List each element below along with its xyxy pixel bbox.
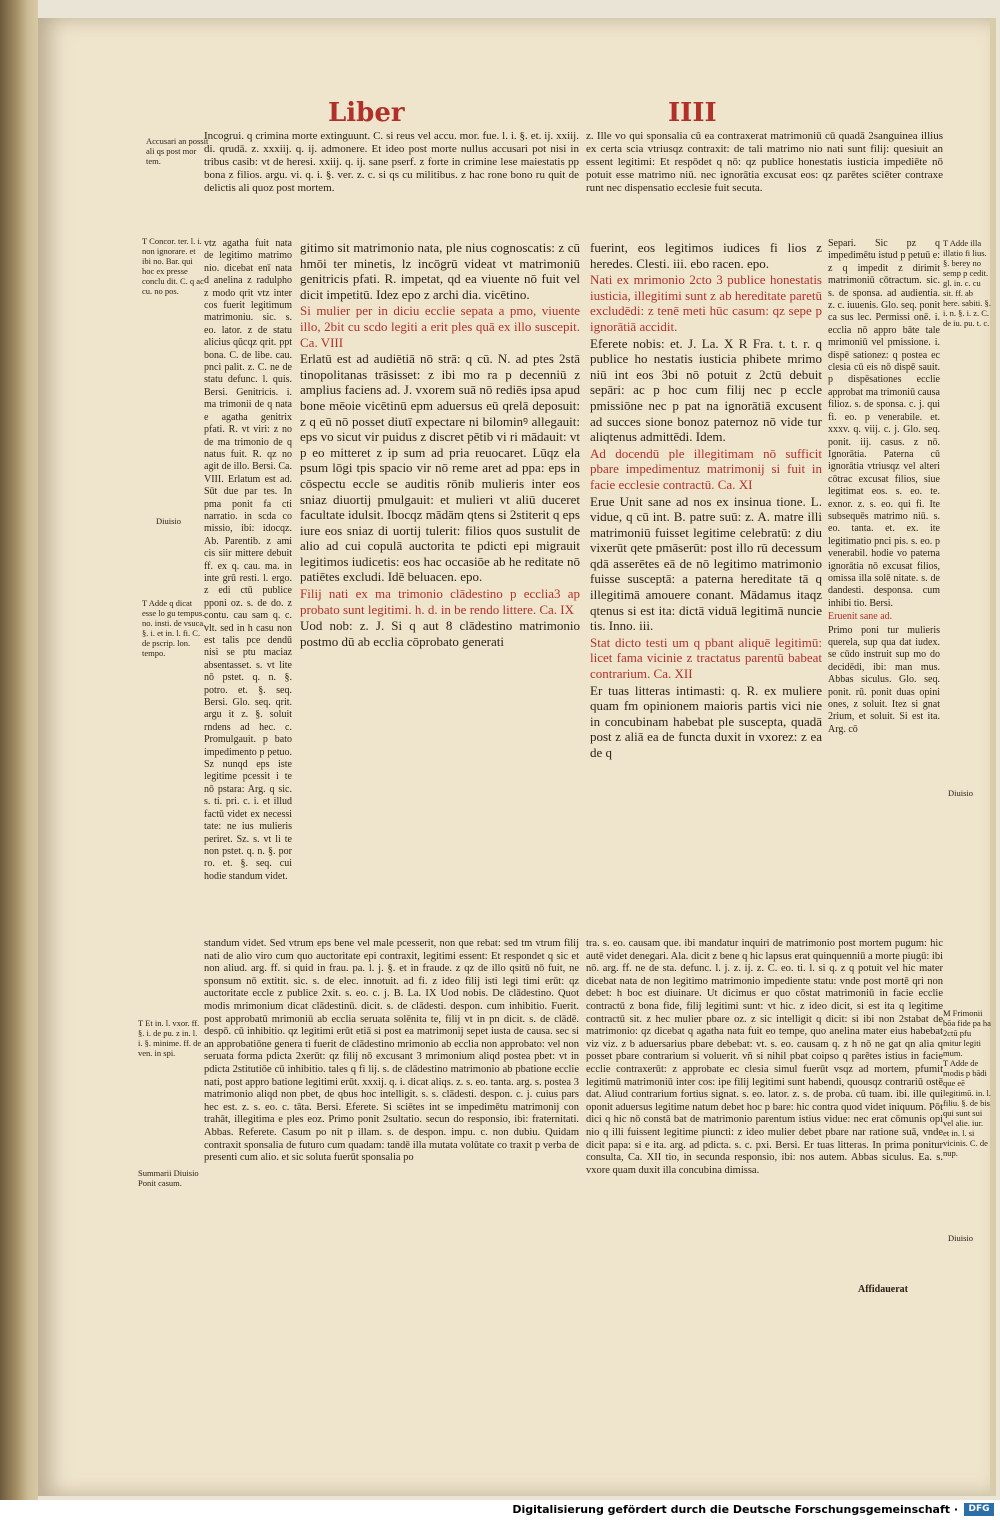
margin-note: T Et in. l. vxor. ff. §. i. de pu. z in. l. i. §. minime. ff. de ven. in spi. bbox=[138, 1018, 202, 1058]
margin-note: T Adde illa illatio fi lius. §. berey no semp p cedit. gl. in. c. cu sit. ff. ab here. sabiti. §. i. n. §. i. z. C. de iu. pu. t. c. bbox=[943, 238, 991, 328]
margin-note: T Concor. ter. l. i. non ignorare. et ibi no. Bar. qui hoc ex presse conclu dit. C. q ac cu. no pos. bbox=[142, 236, 204, 296]
dfg-logo-icon: DFG bbox=[964, 1503, 994, 1516]
catchword: Affidauerat bbox=[858, 1284, 908, 1295]
book-page bbox=[38, 18, 996, 1496]
margin-note: T Adde de modis p bādi que eē legitimū. in. l. filiu. §. de bis qui sunt sui vel alie. iur. et in. l. si vicinis. C. de nup. bbox=[943, 1058, 991, 1158]
footer-bar bbox=[0, 1500, 1000, 1520]
book-binding bbox=[0, 0, 38, 1500]
margin-note: Diuisio bbox=[156, 516, 182, 526]
gloss-bottom-right: tra. s. eo. causam que. ibi mandatur inquiri de matrimonio post mortem pugum: hic autē videt denegari. Ala. dicit z bene q hic lapsus erat quinquenniū a morte piugū: ibi nō. arg. ff. ne de sta. defunc. l. j. z. ij. z. C. eo. ti. l. si q. z q potuit vel hic mater dicebat nata de non legitimo matrimonio impediente statu: vnde post mortē qri non debet: h boc est diuinare. Ut dicimus er quo cōstat matrimoniū in facie ecclie contractū z bona fide, filij legitimi sunt: vt hic. z ideo dicit, si est ita q legitime contractū sit. z hec mulier pbare oz. z sic intelligit q dicit: si ibi non 2stabat de matrimonio: qz dicebat q agatha nata fuit eo tempe, quo anelina mater eius habebat viz viz. z b aduersarius pbare debebat: vt. s. eo. causam q. z h nō ne gat qn alia q posset pbare contrarium si voluerit. vñ si nihil pbat coipso q parētes istius in facie ecclie contraxerūt: z approbate ec clesia simul fuerūt vsqz ad mortem, pfumit legitimū matrimoniū inter cos: ipe filij legitimi sunt habendi, quousqz contrariū ostē dat. Aliud contrarium fortius signat. s. eo. lator. z. s. de proba. cū tuam. ibi. ille qui oponit aduersus legitime natum debet hoc p bare: hic contra quod videt iniquum. Pōt dici q hic nō constā bat de matrimonio parentum istius vidue: nec erat cōmunis opi nio q illi fuissent legitime piuncti: z ideo mulier debet pbare nar ratione suā, vnde dicit papa: si e ita. arg. ad pdicta. s. c. pxi. Bersi. Er tuas litteras. In prima ponitur consulta, Ca. XII tio, in secunda responsio, ibi: nos autem. Abbas siculus. Ea. s. vxore quam duxit illa concubina dimissa. bbox=[586, 938, 943, 1176]
margin-note: M Frimonii bōa fide pa ha 2ctū pfu mitur legiti mum. bbox=[943, 1008, 991, 1058]
margin-note: T Adde q dicat esse lo gu tempus. no. insti. de vsuca. §. i. et in. l. fi. C. de pscrip. lon. tempo. bbox=[142, 598, 206, 658]
margin-note: Summarii Diuisio Ponit casum. bbox=[138, 1168, 199, 1188]
gloss-top-left: Incogrui. q crimina morte extinguunt. C. si reus vel accu. mor. fue. l. i. §. et. ij. xxiij. di. qrudā. z. xxxiij. q. ij. admonere. Et ideo post morte nullus accusari pot nisi in tribus casib: vt de heresi. xxiij. q. ij. sane pserf. z forte in crimine lese maiestatis pp bona z filios. argu. vi. q. i. §. ver. z. c. si qs cu militibus. z hac rone bono ru quit de delictis ali quoz post mortem. bbox=[204, 130, 579, 194]
margin-note: Diuisio bbox=[948, 1233, 974, 1243]
main-text-column-2: fuerint, eos legitimos iudices fi lios z heredes. Clesti. iii. ebo racen. epo. Nati ex mrimonio 2cto 3 publice honestatis iusticia, illegitimi sunt z ab hereditate paretū excludēdi: z tenē meti hūc casum: qz sepe p ignorātiā accidit. Eferete nobis: et. J. La. X R Fra. t. t. r. q publice ho nestatis iusticia phibete mrimo niū int eos 3bi nō potuit z 2ctū debuit sepāri: ac p hoc cum filij nec p eccle pmissiōne nec p pat na ignorātiā excusent ad succes sione bonoz paternoz nō vide tur aliqtenus admittēdi. Idem. Ad docendū ple illegitimam nō sufficit pbare impedimentuz matrimonij si fuit in facie ecclesie contractū. Ca. XI Erue Unit sane ad nos ex insinua tione. L. vidue, q cū int. B. patre suū: z. A. matre illi matrimoniū fuisset legitime celebratū: z diu vixerūt qete pmāserūt: post illo rū decessum qdā asserētes eā de nō legitimo matrimonio fuisse susceptā: a paterna hereditate tā q illegitimā amouere conant. Mādamus itaqz qtenus si est ita: dictā viduā legitimā nuncie tis. Inno. iii. Stat dicto testi um q pbant aliquē legitimū: licet fama vicinie z tractatus parentū babeat contrarium. Ca. XII Er tuas litteras intimasti: q. R. ex muliere quam fm opinionem maioris partis vici nie in concubinam habebat ple suscepta, quadā post z aliā ea de functa duxit in vxorez: z ea de q bbox=[590, 240, 822, 760]
gloss-bottom-left: standum videt. Sed vtrum eps bene vel male pcesserit, non que rebat: sed tm vtrum filij nati de alio viro cum quo auctoritate epi contraxit, legitimi essent: Et respondet q sic et non aliud. arg. ff. si quid in frau. pa. l. j. §. et in fraude. z qz de illo qsitū nō fuit, ne sponsum nō extitit. sic. s. de elec. innotuit. ad fi. z ideo filij isti legi timi erūt: qz auctoritate eccle z publice 2xit. s. eo. c. j. B. La. IX Uod nobis. De clādestino. Quot modis mrimonium dicat clādestinū. dicit. s. de clādesti. despon. cum inhibitio. Fuerit. post approbatū mrimoniū ab ecclia seruata solēnita te, filij vt in pn dicit. s. de clādē. despō. cū inhibitio. qz legitimi erūt etiā si post ea matrimonij sepet iusta de causa. sec si an approbatiōne genera ti fuerit de clādestino mrimonio ab ecclia non approbato: vel non seruata forma pdicta 2xerūt: qz filij nō excusant 3 mrimonium aliqd postea pbet: vt in pdicta 2stitutiōe cū inhibitio. tales q fi lij. s. de clādestino matrimonio ab pbatione ecclie nati, post appro batione legitimi erūt. xxxij. q. i. dicat aliqs. z. s. eo. tanta. arg. s. postea 3 matrimonio aliqd non pbet, de qbus hoc intelligit. s. s. clādesti. despon. c. j. cuius pars hec est. z. s. eo. c. tāta. Bersi. Eferete. Si sciētes int se impedimētu matrimonij con trahāt, illegitima e ples eoz. Primo ponit 2sultatio. secun do responsio, ibi: fraternitati. Abbas. Referete. Casum po nit p illam. s. de despon. impu. c. non dubiu. Quidam contraxit sponsalia de futuro cum quadam: tandē illa mutata volūtate co traxit p verba de presenti cum alio. et sic soluta fuerūt sponsalia po bbox=[204, 938, 579, 1164]
gloss-top-right: z. Ille vo qui sponsalia cū ea contraxerat matrimoniū cū quadā 2sanguinea illius ex certa scia vtriusqz contraxit: de tali matrimo nio nati sunt filij: quesiuit an essent legitimi: Et respōdet q nō: qz publice honestatis iusticia impediēte nō potuit esse matrimo niū. nec ignorātia excusat eos: qz parētes sciēter contraxe runt nec dispensatio ecclesie fuit secuta. bbox=[586, 130, 943, 194]
footer-credit: Digitalisierung gefördert durch die Deutsche Forschungsgemeinschaft · bbox=[512, 1503, 958, 1516]
running-header-right: IIII bbox=[668, 98, 717, 128]
gloss-left-column: vtz agatha fuit nata de legitimo matrimo nio. dicebat enī nata d anelina z radulpho z modo qrit vtz inter cos fuerit legitimum matrimoniu. sic. s. eo. lator. z de statu alicius qūcqz qrit. ppt bona. C. de libe. cau. pnci palit. z. C. ne de statu defunc. l. quis. Bersi. Genitricis. i. ma trimonii de q nata e agatha genitrix pfati. R. vt viri: z no de ma trimonio de q natus fuit. R. qz no agit de illo. Bersi. Ca. VIII. Erlatum est ad. Sūt due par tes. In pma ponit fa cti narratio. in scda co missio, ibi: idocqz. Ab. Parentib. z ami cis siir mittere debuit ff. ex q. cau. ma. in inte grū resti. l. ergo. z edi ctū publice pponi oz. s. de do. z contu. cau sam q. c. vlt. sed in h casu non est talis pce dendū nisi se ptu maciaz absentasset. s. vt lite nō pstet. q. n. §. potro. et. §. seq. Bersi. Glo. seq. qrit. argu it z. §. soluit rndens ad hec. c. Promulgauit. p bato impedimento p petuo. Sz nunqd eps iste legitime pcessit i te nō pstara: Arg. q sic. s. ti. pri. c. i. et illud factū videt ex necessi tate: ne ius mulieris periret. Sz. s. vt li te non pstet. q. n. §. por ro. et. §. seq. cui hodie standum videt. bbox=[204, 238, 292, 882]
margin-note: Accusari an possit ali qs post mor tem. bbox=[146, 136, 209, 166]
gloss-right-column: Separi. Sic pz q impedimētu istud p petuū e: z q impedit z dirimit matrimoniū cōtractum. sic. s. de sponsa. ad audientia. z. c. iuuenis. Glo. seq. ponit ca sus lec. Permissi onē. i. ecclia nō appro bāte tale mrimoniū vel pmissione. i. dispē sationez: q postea ec clesia cū eis nō dispē sauit. p dispēsationes ecclie approbat ma trimoniū causa filioz. s. de sponsa. c. j. qui fi. eo. p venerabile. et. xxxv. q. viij. c. j. Glo. seq. ponit. iij. casus. z nō. Ignorātia. Paterna cū ignorātia vtriusqz vel alteri cōtrac excusat filios, siue legitimat eos. s. eo. te. exnor. z. s. eo. qui fi. Ite subsequēs matrimo niū. s. eo. tanta. et. ex. ite legitimatio pnci pis. s. eo. p venerabil. hodie vo paterna ignorātia nō excusat filios, omissa illa solē nitate. s. de dandesti. desponsa. cum inhibi tio. Bersi. Eruenit sane ad. Primo poni tur mulieris querela, sup qua dat iudex. se cūdo instruit sup mo do decidēdi, ibi: man mus. Abbas siculus. Glo. seq. ponit. rū. ponit duas opini ones, z soluit. Itez si gnat 2rium, et soluit. Si est ita. Arg. cō bbox=[828, 238, 940, 735]
margin-note: Diuisio bbox=[948, 788, 974, 798]
running-header-left: Liber bbox=[328, 98, 405, 128]
main-text-column-1: gitimo sit matrimonio nata, ple nius cognoscatis: z cū hmōi ter minetis, lz incōgrū videat vt matrimoniū genitricis pfati. R. impetat, qd ea viuente nō fuit vel dicit impetitū. Idez epo z archi dia. vicētino. Si mulier per in diciu ecclie sepata a pmo, viuente illo, 2bit cu scdo legiti a erit ples quā ex illo suscepit. Ca. VIII Erlatū est ad audiētiā nō strā: q cū. N. ad ptes 2stā tinopolitanas trāsisset: z ibi mo ra p decenniū z amplius faciens ad. J. vxorem suā nō rediēs ipsa apud bone mēoie vicētinū epm aduersus eū qrelā deposuit: z q eū nō posset diutī expectare ni bilominꝰ allegauit: eps vo sicut vir puidus z discret pētib vi ri mādauit: vt p eo mitteret z ip sum ad pria reuocaret. Lūqz ela psum lōgi tpis spacio vir nō reme aret ad ppa: eps in cōspectu eccle se auditis rōnib mulieris inter eos sniaz diuortij pmulgauit: et mulieri vt aliū duceret facultate idulsit. Ibocqz mādām qtens si 2stiterit q eps iure eos sniaz di uortij tulerit: filios quos sustulit de alio ad cui copulā auctorita te pdicti epi migrauit legitimos iudicetis: eos hac occasiōe ab he reditate nō patiētes excludi. Idē beluacen. epo. Filij nati ex ma trimonio clādestino p ecclia3 ap probato sunt legitimi. h. d. in be rendo littere. Ca. IX Uod nob: z. J. Si q aut 8 clādestino matrimonio postmo dū ab ecclia cōprobato generati bbox=[300, 240, 580, 649]
